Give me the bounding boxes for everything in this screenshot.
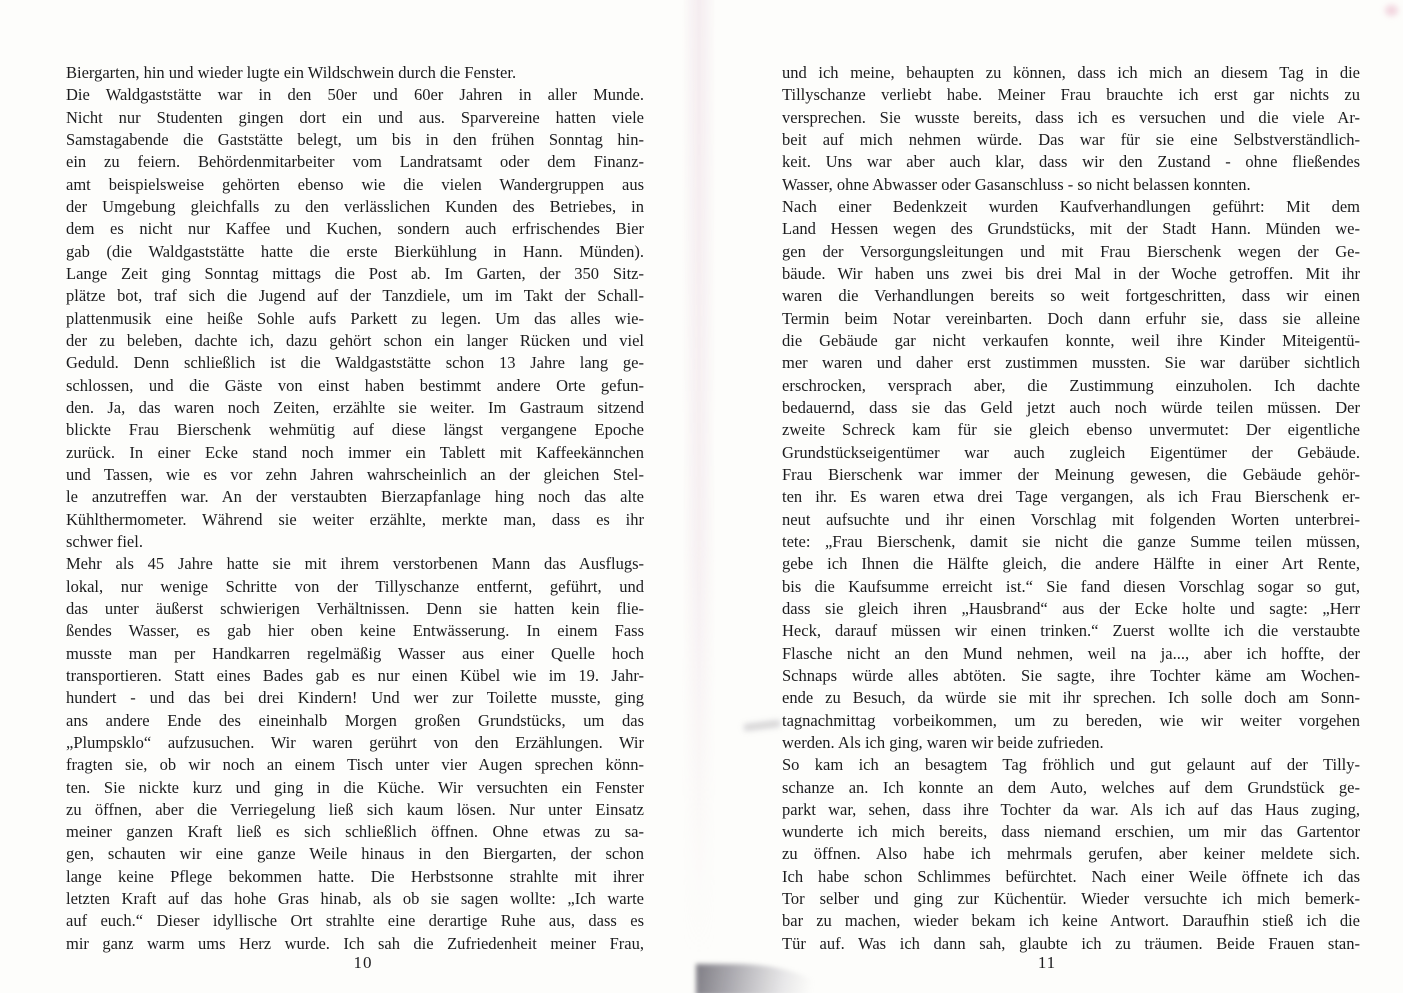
text-line: gen, schauten wir eine ganze Weile hinaus in den Biergarten, der schon — [66, 844, 644, 864]
text-line: der Umgebung gleichfalls zu den verlässlichen Kunden des Betriebes, in — [66, 196, 644, 216]
text-line: Biergarten, hin und wieder lugte ein Wildschwein durch die Fenster. — [66, 63, 517, 82]
text-line: plätze bot, traf sich die Jugend auf der Tanzdiele, um im Takt der Schall- — [66, 286, 644, 306]
text-line: mer waren und daher erst zustimmen mussten. Sie war darüber sichtlich — [782, 353, 1360, 373]
text-line: tagnachmittag vorbeikommen, um zu bereden, wie wir weiter vorgehen — [782, 710, 1360, 730]
text-line: versprechen. Sie wusste bereits, dass ich es versuchen und die viele Ar- — [782, 107, 1360, 127]
text-line: amt beispielsweise gehörten ebenso wie die vielen Wandergruppen aus — [66, 174, 644, 194]
text-line: le anzutreffen war. An der verstaubten Bierzapfanlage hing noch das alte — [66, 487, 644, 507]
text-line: bäude. Wir haben uns zwei bis drei Mal in der Woche getroffen. Mit ihr — [782, 263, 1360, 283]
text-line: Termin beim Notar vereinbarten. Doch dann erfuhr sie, dass sie alleine — [782, 308, 1360, 328]
text-line: mir ganz warm ums Herz wurde. Ich sah die Zufriedenheit meiner Frau, — [66, 933, 644, 953]
text-line: zurück. In einer Ecke stand noch immer ein Tablett mit Kaffeekännchen — [66, 442, 644, 462]
text-line: dem es nicht nur Kaffee und Kuchen, sondern auch erfrischendes Bier — [66, 219, 644, 239]
text-line: zweite Schreck kam für sie gleich ebenso unvermutet: Der eigentliche — [782, 420, 1360, 440]
top-right-scan-smudge — [1385, 5, 1398, 16]
text-line: schlossen, und die Gäste von einst haben bestimmt andere Orte gefun- — [66, 375, 644, 395]
text-line: plattenmusik eine heiße Sohle aufs Parkett zu legen. Um das alles wie- — [66, 308, 644, 328]
text-line: Kühlthermometer. Während sie weiter erzählte, merkte man, dass es ihr — [66, 509, 644, 529]
text-line: Wasser, ohne Abwasser oder Gasanschluss - so nicht belassen konnten. — [782, 174, 1251, 194]
text-line: zu öffnen, aber die Verriegelung ließ sich kaum lösen. Nur unter Einsatz — [66, 799, 644, 819]
text-line: auf euch.“ Dieser idyllische Ort strahlte eine derartige Ruhe aus, dass es — [66, 911, 644, 931]
text-line: Die Waldgaststätte war in den 50er und 60er Jahren in aller Munde. — [66, 85, 644, 105]
text-line: beit auf mich nehmen würde. Das war für sie eine Selbstverständlich- — [782, 129, 1360, 149]
left-page-text — [66, 62, 644, 955]
text-line: Nicht nur Studenten gingen dort ein und aus. Sparvereine hatten viele — [66, 107, 644, 127]
gutter-bottom-shadow — [696, 964, 824, 993]
text-line: ten ihr. Es waren etwa drei Tage vergangen, als ich Frau Bierschenk er- — [782, 487, 1360, 507]
text-line: So kam ich an besagtem Tag fröhlich und gut gelaunt auf der Tilly- — [782, 755, 1360, 775]
text-line: Tür auf. Was ich dann sah, glaubte ich zu träumen. Beide Frauen stan- — [782, 933, 1360, 953]
gutter-scan-streak — [682, 0, 716, 993]
text-line: Geduld. Denn schließlich ist die Waldgaststätte schon 13 Jahre lang ge- — [66, 353, 644, 373]
right-page-text — [782, 62, 1360, 955]
text-line: ßendes Wasser, es gab hier oben keine Entwässerung. In einem Fass — [66, 621, 644, 641]
text-line: Nach einer Bedenkzeit wurden Kaufverhandlungen geführt: Mit dem — [782, 196, 1360, 216]
text-line: neut aufsuchte und ihr einen Vorschlag mit folgenden Worten unterbrei- — [782, 509, 1360, 529]
text-line: tete: „Frau Bierschenk, damit sie nicht die ganze Summe teilen müssen, — [782, 531, 1360, 551]
text-line: Schnaps würde alles abtöten. Sie sagte, ihre Tochter käme am Wochen- — [782, 665, 1360, 685]
text-line: Lange Zeit ging Sonntag mittags die Post ab. Im Garten, der 350 Sitz- — [66, 263, 644, 283]
text-line: Heck, darauf müssen wir einen trinken.“ Zuerst wollte ich die verstaubte — [782, 621, 1360, 641]
text-line: erschrocken, versprach aber, die Zustimmung einzuholen. Ich dachte — [782, 375, 1360, 395]
text-line: parkt war, sehen, dass ihre Tochter da war. Als ich auf das Haus zuging, — [782, 799, 1360, 819]
text-line: meiner ganzen Kraft ließ es sich schließlich öffnen. Ohne etwas zu sa- — [66, 822, 644, 842]
text-line: das unter äußerst schwierigen Verhältnissen. Denn sie hatten kein flie- — [66, 598, 644, 618]
text-line: lokal, nur wenige Schritte von der Tillyschanze entfernt, geführt, und — [66, 576, 644, 596]
text-line: musste man per Handkarren regelmäßig Wasser aus einer Quelle hoch — [66, 643, 644, 663]
text-line: Samstagabende die Gaststätte belegt, um bis in den frühen Sonntag hin- — [66, 129, 644, 149]
text-line: Flasche nicht an den Mund nehmen, weil na ja..., aber ich hoffte, der — [782, 643, 1360, 663]
text-line: der zu beleben, dachte ich, dazu gehört schon ein langer Rücken und viel — [66, 330, 644, 350]
left-page-number: 10 — [353, 953, 373, 972]
text-line: bedauernd, dass sie das Geld jetzt auch noch würde teilen müssen. Der — [782, 397, 1360, 417]
text-line: Ich habe schon Schlimmes befürchtet. Nach einer Weile öffnete ich das — [782, 866, 1360, 886]
text-line: ans andere Ende des eineinhalb Morgen großen Grundstücks, um das — [66, 710, 644, 730]
text-line: die Gebäude gar nicht verkaufen konnte, weil ihre Kinder Miteigentü- — [782, 330, 1360, 350]
text-line: gen der Versorgungsleitungen und mit Frau Bierschenk wegen der Ge- — [782, 241, 1360, 261]
text-line: dass sie gleich ihren „Hausbrand“ aus der Ecke holte und sagte: „Herr — [782, 598, 1360, 618]
text-line: fragten sie, ob wir noch an einem Tisch unter vier Augen sprechen könn- — [66, 755, 644, 775]
text-line: lange keine Pflege bekommen hatte. Die Herbstsonne strahlte mit ihrer — [66, 866, 644, 886]
text-line: Mehr als 45 Jahre hatte sie mit ihrem verstorbenen Mann das Ausflugs- — [66, 554, 644, 574]
text-line: waren die Verhandlungen bereits so weit fortgeschritten, dass wir einen — [782, 286, 1360, 306]
text-line: blickte Frau Bierschenk wehmütig auf diese längst vergangene Epoche — [66, 420, 644, 440]
text-line: hundert - und das bei drei Kindern! Und wer zur Toilette musste, ging — [66, 688, 644, 708]
text-line: schwer fiel. — [66, 531, 143, 551]
text-line: und Tassen, wie es vor zehn Jahren wahrscheinlich an der gleichen Stel- — [66, 464, 644, 484]
text-line: werden. Als ich ging, waren wir beide zufrieden. — [782, 732, 1104, 752]
text-line: wunderte ich mich bereits, dass niemand erschien, um mir das Gartentor — [782, 822, 1360, 842]
right-page-number: 11 — [1037, 953, 1057, 972]
text-line: bar zu machen, wieder bekam ich keine Antwort. Daraufhin stieß ich die — [782, 911, 1360, 931]
text-line: gab (die Waldgaststätte hatte die erste Bierkühlung in Hann. Münden). — [66, 241, 644, 261]
text-line: ten. Sie nickte kurz und ging in die Küche. Wir versuchten ein Fenster — [66, 777, 644, 797]
text-line: ein zu feiern. Behördenmitarbeiter vom Landratsamt oder dem Finanz- — [66, 152, 644, 172]
text-line: zu öffnen. Also habe ich mehrmals gerufen, aber keiner meldete sich. — [782, 844, 1360, 864]
text-line: schanze an. Ich konnte an dem Auto, welches auf dem Grundstück ge- — [782, 777, 1360, 797]
text-line: Grundstückseigentümer war auch zugleich Eigentümer der Gebäude. — [782, 442, 1360, 462]
text-line: keit. Uns war aber auch klar, dass wir den Zustand - ohne fließendes — [782, 152, 1360, 172]
text-line: Frau Bierschenk war immer der Meinung gewesen, die Gebäude gehör- — [782, 464, 1360, 484]
text-line: Tor selber und ging zur Küchentür. Wieder versuchte ich mich bemerk- — [782, 889, 1360, 909]
text-line: Land Hessen wegen des Grundstücks, mit der Stadt Hann. Münden we- — [782, 219, 1360, 239]
text-line: Tillyschanze verliebt habe. Meiner Frau brauchte ich erst gar nichts zu — [782, 85, 1360, 105]
text-line: „Plumpsklo“ aufzusuchen. Wir waren gerührt von den Erzählungen. Wir — [66, 732, 644, 752]
text-line: ende zu Besuch, da würde sie mit ihr sprechen. Ich solle doch am Sonn- — [782, 688, 1360, 708]
gutter-gray-smudge — [744, 720, 781, 731]
text-line: gebe ich Ihnen die Hälfte gleich, die andere Hälfte in einer Art Rente, — [782, 554, 1360, 574]
text-line: bis die Kaufsumme erreicht ist.“ Sie fand diesen Vorschlag sogar so gut, — [782, 576, 1360, 596]
text-line: den. Ja, das waren noch Zeiten, erzählte sie weiter. Im Gastraum sitzend — [66, 397, 644, 417]
text-line: transportieren. Statt eines Bades gab es nur einen Kübel wie im 19. Jahr- — [66, 665, 644, 685]
text-line: letzten Kraft auf das hohe Gras hinab, als ob sie sagen wollte: „Ich warte — [66, 889, 644, 909]
text-line: und ich meine, behaupten zu können, dass ich mich an diesem Tag in die — [782, 63, 1360, 82]
